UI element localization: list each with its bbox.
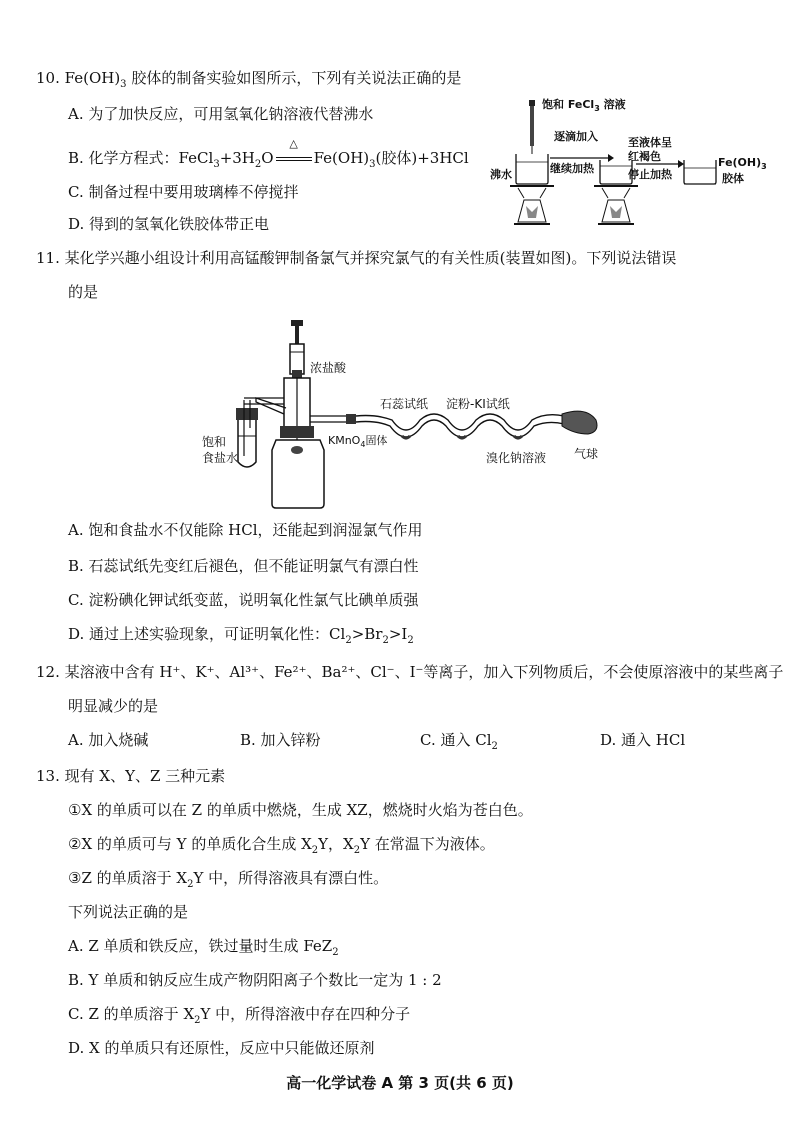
q11-option-a: A. 饱和食盐水不仅能除 HCl，还能起到润湿氯气作用 bbox=[68, 521, 423, 539]
q12-option-d: D. 通入 HCl bbox=[600, 731, 686, 749]
step2-label-a: 至液体呈 bbox=[628, 136, 672, 149]
q12-option-b: B. 加入锌粉 bbox=[240, 731, 321, 749]
q12-stem-line1: 12. 某溶液中含有 H⁺、K⁺、Al³⁺、Fe²⁺、Ba²⁺、Cl⁻、I⁻等离子，加入下列物质后，不会使原溶液中的某些离子 bbox=[36, 663, 784, 681]
q13-stem: 13. 现有 X、Y、Z 三种元素 bbox=[36, 767, 226, 785]
q11-option-b: B. 石蕊试纸先变红后褪色，但不能证明氯气有漂白性 bbox=[68, 557, 419, 575]
q11-stem-line1: 11. 某化学兴趣小组设计利用高锰酸钾制备氯气并探究氯气的有关性质(装置如图)。下列说法错误 bbox=[36, 249, 677, 267]
kmno4-label: KMnO$_4$固体 bbox=[328, 434, 388, 449]
q10-option-b: B. 化学方程式：$FeCl_3+3H_2O$ △ $Fe(OH)_3$(胶体)+3HCl bbox=[68, 148, 469, 168]
heat-symbol: △ bbox=[289, 137, 298, 150]
q13-condition-3: ③Z 的单质溶于 $X_2Y$ 中，所得溶液具有漂白性。 bbox=[68, 869, 389, 890]
q11-stem-line2: 的是 bbox=[68, 283, 99, 301]
q13-option-b: B. Y 单质和钠反应生成产物阴阳离子个数比一定为 1 : 2 bbox=[68, 971, 442, 989]
brine-label-1: 饱和 bbox=[202, 435, 227, 449]
balloon-label: 气球 bbox=[574, 447, 599, 461]
step1-label-b: 继续加热 bbox=[550, 162, 594, 175]
starch-ki-label: 淀粉-KI试纸 bbox=[446, 397, 510, 411]
q11-option-c: C. 淀粉碘化钾试纸变蓝，说明氧化性氯气比碘单质强 bbox=[68, 591, 419, 609]
hcl-label: 浓盐酸 bbox=[310, 361, 347, 375]
q13-condition-2: ②X 的单质可与 Y 的单质化合生成 $X_2Y$，$X_2Y$ 在常温下为液体。 bbox=[68, 835, 495, 856]
q11-option-d: D. 通过上述实验现象，可证明氧化性：$Cl_2>Br_2>I_2$ bbox=[68, 625, 414, 646]
ion-list: H⁺、K⁺、Al³⁺、Fe²⁺、Ba²⁺、Cl⁻、I⁻ bbox=[159, 663, 424, 681]
brine-label-2: 食盐水 bbox=[202, 451, 239, 465]
product-label: $Fe(OH)_3$ bbox=[718, 156, 767, 171]
q13-ask: 下列说法正确的是 bbox=[68, 903, 189, 921]
q12-option-a: A. 加入烧碱 bbox=[68, 731, 149, 749]
q13-option-a: A. Z 单质和铁反应，铁过量时生成 FeZ$_2$ bbox=[68, 937, 339, 958]
q13-option-d: D. X 的单质只有还原性，反应中只能做还原剂 bbox=[68, 1039, 375, 1057]
nabr-label: 溴化钠溶液 bbox=[486, 451, 547, 465]
q10-stem: 10. $Fe(OH)_3$ 胶体的制备实验如图所示，下列有关说法正确的是 bbox=[36, 69, 462, 90]
q13-condition-1: ①X 的单质可以在 Z 的单质中燃烧，生成 XZ，燃烧时火焰为苍白色。 bbox=[68, 801, 533, 819]
litmus-label: 石蕊试纸 bbox=[380, 397, 429, 411]
boiling-water-label: 沸水 bbox=[490, 168, 512, 181]
page-footer: 高一化学试卷 A 第 3 页(共 6 页) bbox=[286, 1074, 514, 1092]
step2-label-b: 红褐色 bbox=[628, 150, 661, 163]
q10-option-c: C. 制备过程中要用玻璃棒不停搅拌 bbox=[68, 183, 299, 201]
q13-option-c: C. Z 的单质溶于 $X_2Y$ 中，所得溶液中存在四种分子 bbox=[68, 1005, 411, 1026]
step2-label-c: 停止加热 bbox=[628, 168, 672, 181]
q10-option-d: D. 得到的氢氧化铁胶体带正电 bbox=[68, 215, 270, 233]
q12-stem-line2: 明显减少的是 bbox=[68, 697, 159, 715]
q10-option-a: A. 为了加快反应，可用氢氧化钠溶液代替沸水 bbox=[68, 105, 374, 123]
q11-apparatus-figure bbox=[196, 316, 616, 512]
product-label-b: 胶体 bbox=[722, 172, 744, 185]
q12-option-c: C. 通入 $Cl_2$ bbox=[420, 731, 498, 752]
q10-figure bbox=[488, 98, 778, 230]
step1-label-a: 逐滴加入 bbox=[554, 130, 598, 143]
fecl3-label: 饱和 FeCl$_3$ 溶液 bbox=[542, 98, 626, 113]
